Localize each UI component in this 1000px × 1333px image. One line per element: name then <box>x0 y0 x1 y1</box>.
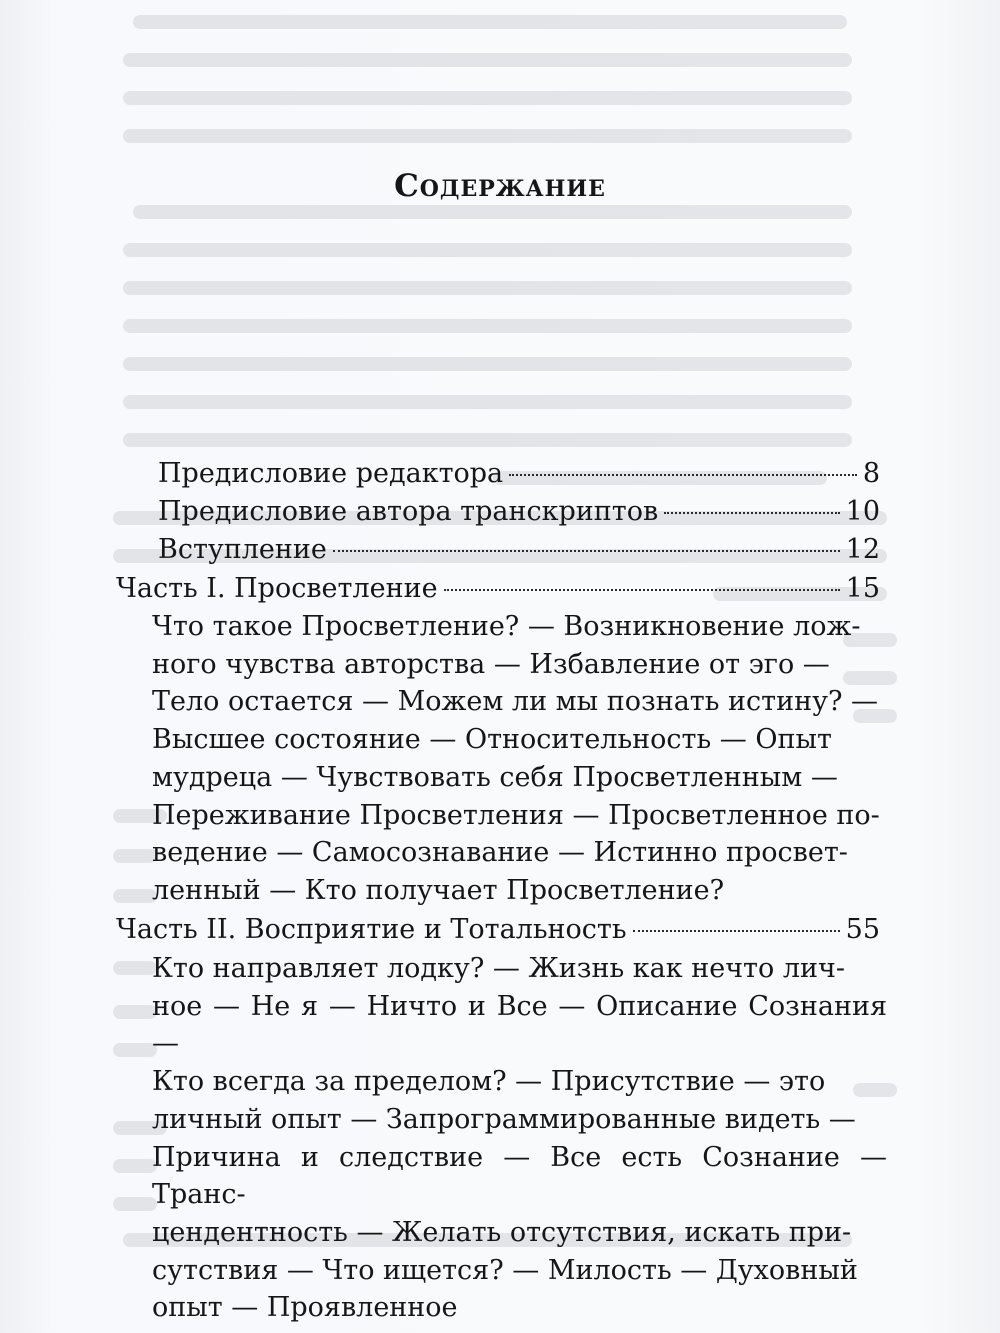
toc-entry-title: Вступление <box>158 534 327 565</box>
dot-leader <box>444 589 840 591</box>
topic-line: сутствия — Что ищется? — Милость — Духовный <box>152 1254 858 1286</box>
topic-line: ленный — Кто получает Просветление? <box>152 874 725 906</box>
toc-entry[interactable] <box>158 532 880 568</box>
topic-line: личный опыт — Запрограммированные видеть — <box>152 1103 856 1135</box>
topic-line: опыт — Проявленное <box>152 1292 458 1324</box>
topic-line: Высшее состояние — Относительность — Опыт <box>152 724 832 756</box>
dot-leader <box>333 550 840 552</box>
toc-entry-title: Часть II. Восприятие и Тотальность <box>116 914 627 945</box>
topic-line: Кто всегда за пределом? — Присутствие — это <box>152 1066 826 1098</box>
toc-entry-page: 12 <box>845 534 880 565</box>
contents-heading: Содержание <box>394 168 606 204</box>
toc-entry[interactable] <box>158 456 880 492</box>
topic-line: ное — Не я — Ничто и Все — Описание Сознания — <box>152 990 887 1060</box>
toc-entry-part-1[interactable] <box>116 571 880 607</box>
toc-entry[interactable] <box>158 494 880 530</box>
topic-line: Причина и следствие — Все есть Сознание — Транс- <box>152 1141 887 1211</box>
topic-line: Кто направляет лодку? — Жизнь как нечто лич- <box>152 953 845 984</box>
toc-entry-page: 8 <box>862 458 880 489</box>
dot-leader <box>509 474 857 476</box>
dot-leader <box>664 512 839 514</box>
topic-line: цендентность — Желать отсутствия, искать при- <box>152 1216 852 1248</box>
dot-leader <box>633 930 840 932</box>
part-1-topics <box>152 608 887 910</box>
toc-entry-page: 10 <box>845 496 880 527</box>
toc-entry-title: Часть I. Просветление <box>116 573 438 604</box>
topic-line: мудреца — Чувствовать себя Просветленным — <box>152 761 838 793</box>
topic-line: ного чувства авторства — Избавление от эго — <box>152 648 830 680</box>
topic-line: Переживание Просветления — Просветленное по- <box>152 799 880 831</box>
topic-line: Что такое Просветление? — Возникновение лож- <box>152 611 861 642</box>
topic-line: Тело остается — Можем ли мы познать истину? — <box>152 686 879 718</box>
toc-entry-part-2[interactable] <box>116 912 880 948</box>
toc-entry-title: Предисловие автора транскриптов <box>158 496 659 527</box>
toc-entry-page: 55 <box>845 914 880 945</box>
toc-entry-page: 15 <box>845 573 880 604</box>
topic-line: ведение — Самосознавание — Истинно просвет- <box>152 837 848 869</box>
toc-entry-title: Предисловие редактора <box>158 458 504 489</box>
part-2-topics <box>152 950 887 1327</box>
